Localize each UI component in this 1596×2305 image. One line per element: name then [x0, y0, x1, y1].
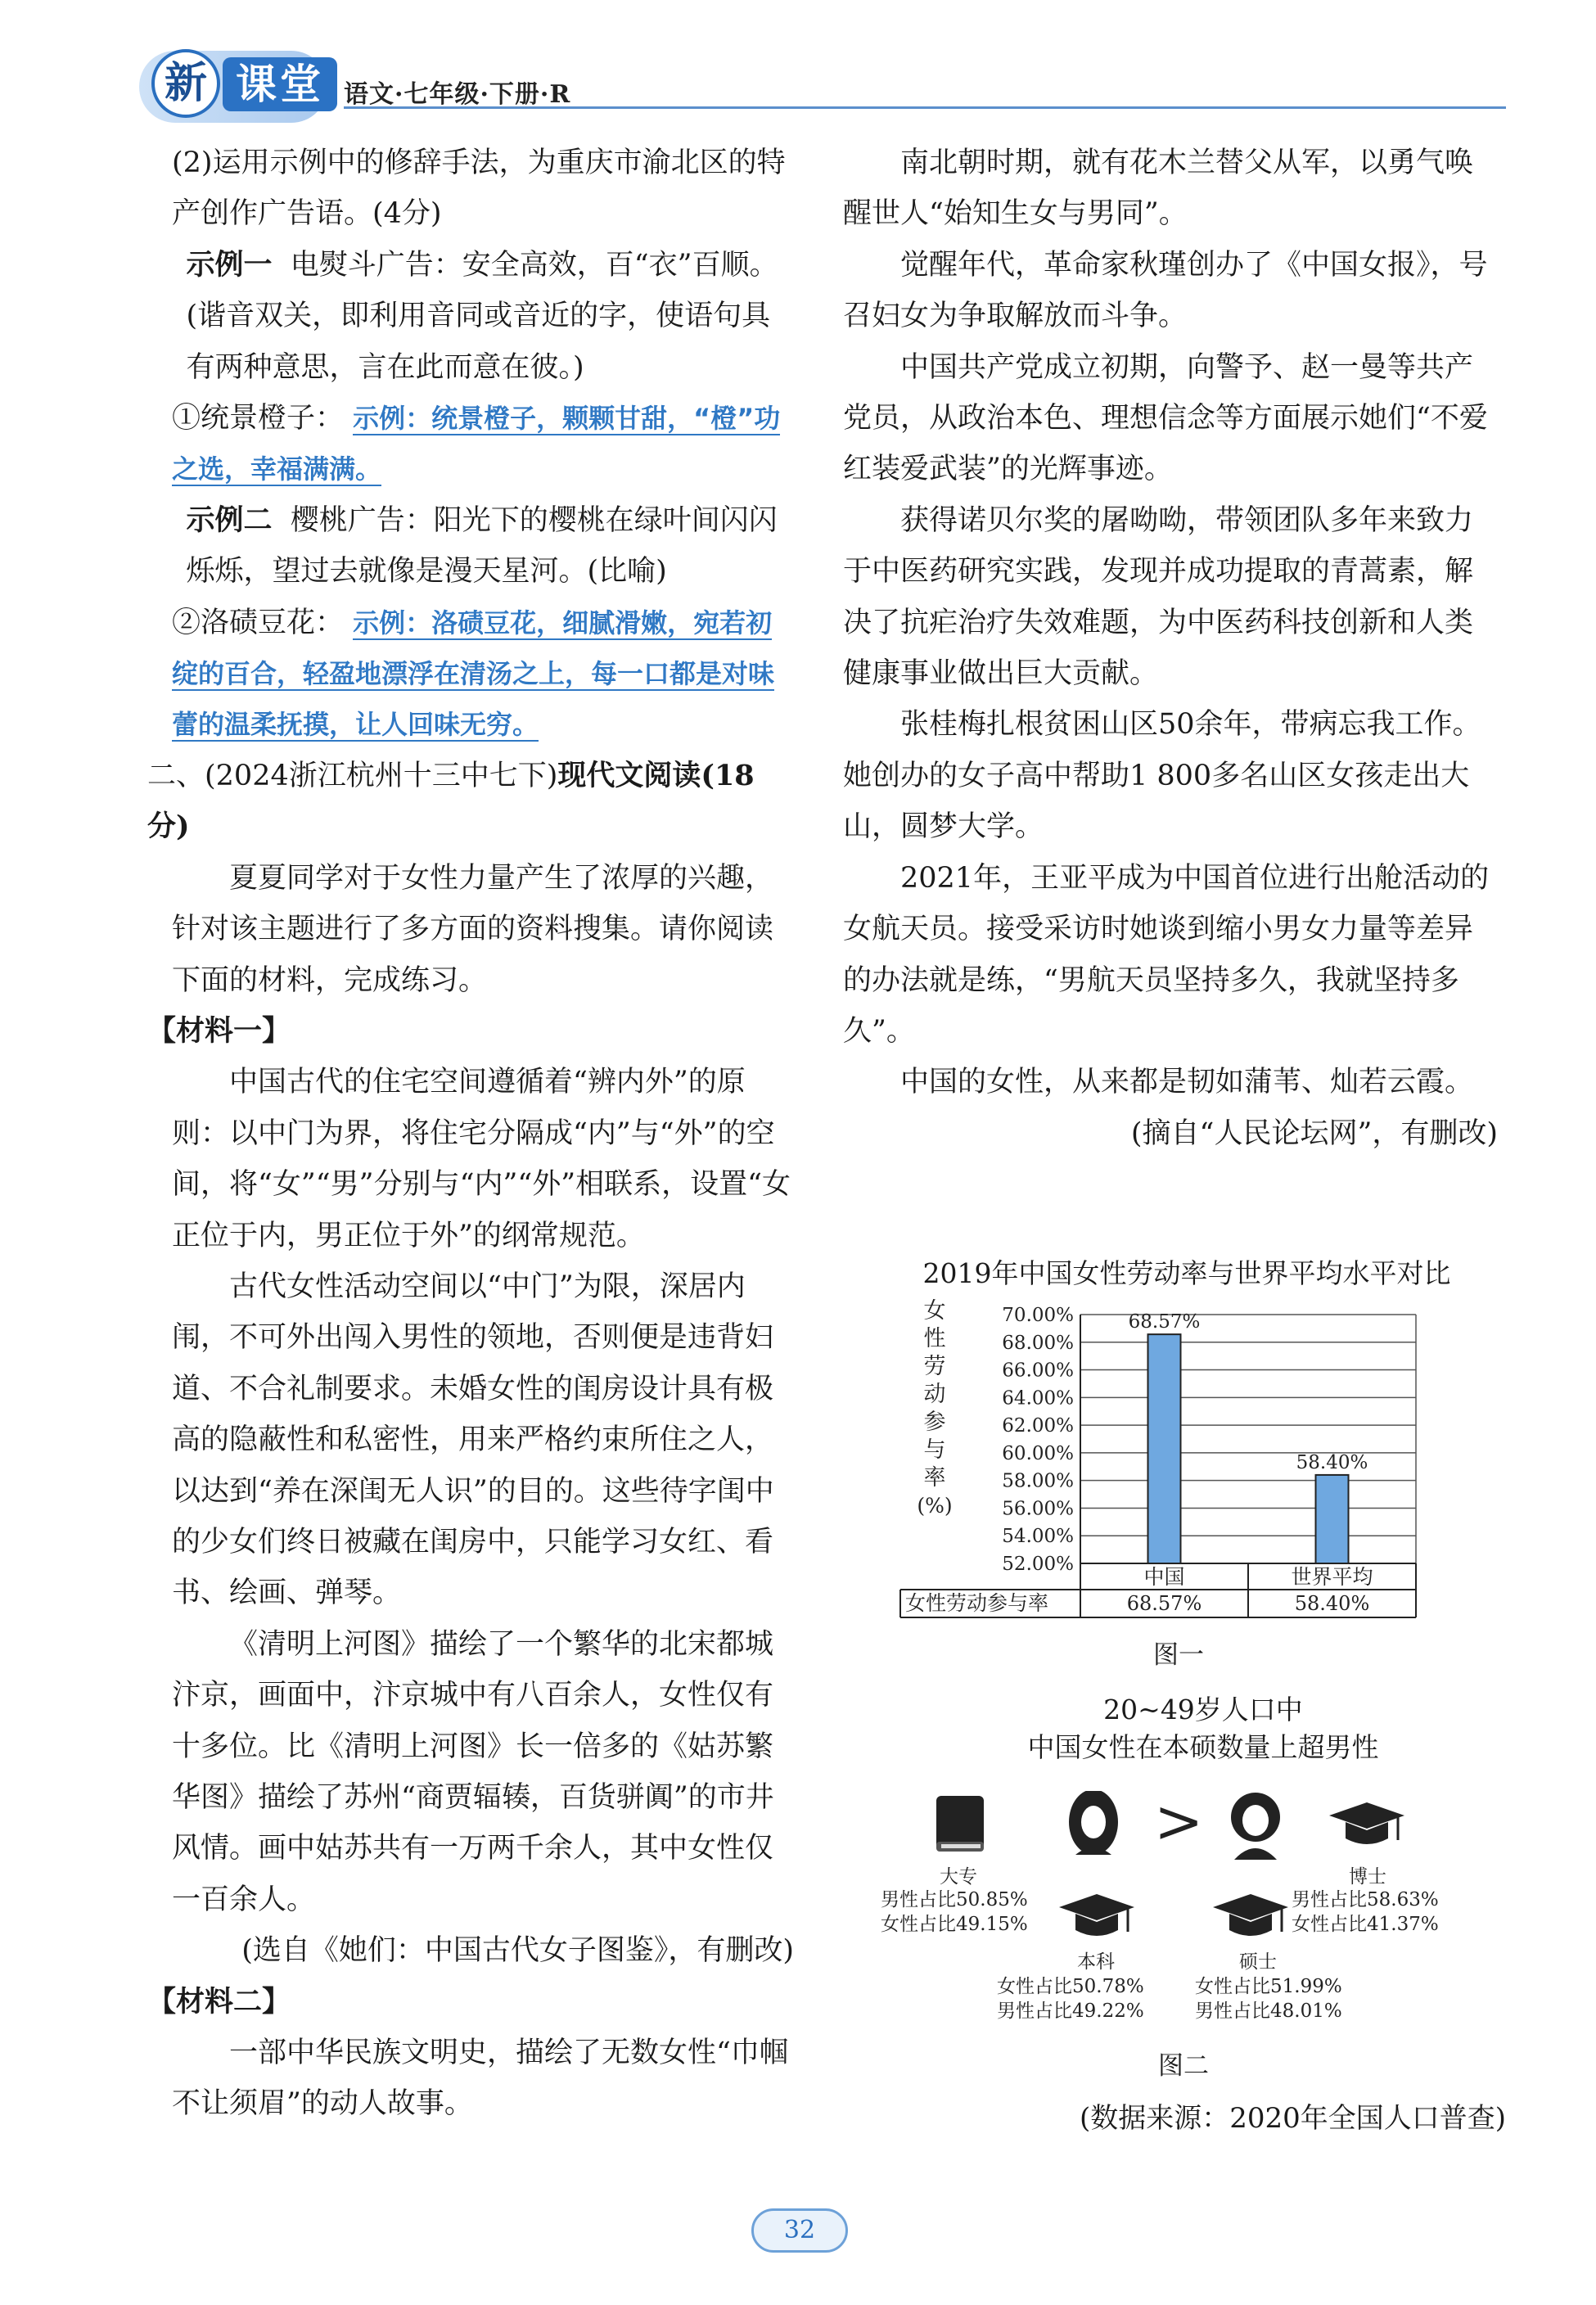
q2-prompt: (2)运用示例中的修辞手法，为重庆市渝北区的特产创作广告语。(4分): [172, 147, 786, 231]
header-subtitle: 语文·七年级·下册·R: [344, 80, 571, 109]
y-axis-label-char: 女: [923, 1298, 946, 1324]
table-value: 68.57%: [1126, 1592, 1202, 1615]
y-tick-label: 66.00%: [1002, 1360, 1074, 1382]
y-axis-label-char: 劳: [923, 1354, 946, 1379]
intro-paragraph: 夏夏同学对于女性力量产生了浓厚的兴趣，针对该主题进行了多方面的资料搜集。请你阅读下面的材料，完成练习。: [172, 861, 774, 997]
material-one-paragraph-1: 中国古代的住宅空间遵循着“辨内外”的原则：以中门为界，将住宅分隔成“内”与“外”的空间，将“女”“男”分别与“内”“外”相联系，设置“女正位于内，男正位于外”的纲常规范。: [172, 1066, 791, 1252]
right-paragraph-5: 张桂梅扎根贫困山区50余年，带病忘我工作。她创办的女子高中帮助1 800多名山区女孩走出大山，圆梦大学。: [843, 708, 1481, 844]
table-row-label: 女性劳动参与率: [905, 1591, 1049, 1615]
benke-label: 本科: [1077, 1951, 1115, 1973]
figure-two-source: (数据来源：2020年全国人口普查): [1079, 2102, 1506, 2135]
header-logo-ketang: 课堂: [223, 57, 337, 111]
y-tick-label: 54.00%: [1002, 1526, 1074, 1548]
right-paragraph-4: 获得诺贝尔奖的屠呦呦，带领团队多年来致力于中医药研究实践，发现并成功提取的青蒿素，解决了抗疟治疗失效难题，为中医药科技创新和人类健康事业做出巨大贡献。: [843, 503, 1474, 691]
shuoshi-female-share: 女性占比51.99%: [1195, 1976, 1342, 1997]
y-tick-label: 70.00%: [1002, 1305, 1074, 1326]
answer-item-1-label: ①统景橙子：: [172, 402, 345, 435]
y-tick-label: 52.00%: [1002, 1554, 1074, 1575]
bar-chart: [892, 1285, 1432, 1629]
example-two-text: 樱桃广告：阳光下的樱桃在绿叶间闪闪烁烁，望过去就像是漫天星河。(比喻): [186, 503, 778, 589]
y-axis-label-unit: (%): [917, 1494, 953, 1518]
right-paragraph-7: 中国的女性，从来都是韧如蒲苇、灿若云霞。: [900, 1066, 1474, 1099]
y-axis-label-char: 性: [923, 1326, 946, 1351]
figure-two-caption: 图二: [1158, 2051, 1209, 2081]
section-two-heading: [147, 751, 794, 853]
y-axis-label-char: 动: [923, 1382, 946, 1407]
bar-value-label: 68.57%: [1128, 1311, 1201, 1333]
section-two-title: 现代文阅读(18分): [147, 758, 755, 844]
example-one-text: 电熨斗广告：安全高效，百“衣”百顺。(谐音双关，即利用音同或音近的字，使语句具有两种意思，言在此而意在彼。): [186, 248, 778, 384]
bar: [1316, 1475, 1349, 1563]
boshi-male-share: 男性占比58.63%: [1292, 1889, 1439, 1910]
dazhuan-female-share: 女性占比49.15%: [881, 1914, 1028, 1935]
y-tick-label: 68.00%: [1002, 1332, 1074, 1354]
bar-value-label: 58.40%: [1296, 1451, 1368, 1473]
table-value: 58.40%: [1294, 1592, 1370, 1615]
shuoshi-label: 硕士: [1239, 1951, 1277, 1973]
header-logo-xin: 新: [151, 49, 220, 118]
boshi-female-share: 女性占比41.37%: [1292, 1914, 1439, 1935]
answer-item-1: [172, 393, 794, 495]
chart-title: 2019年中国女性劳动率与世界平均水平对比: [922, 1257, 1451, 1289]
greater-than-sign: >: [1154, 1787, 1204, 1856]
example-one: [187, 240, 795, 393]
material-two-paragraph-1: 一部中华民族文明史，描绘了无数女性“巾帼不让须眉”的动人故事。: [172, 2037, 788, 2121]
right-paragraph-6: 2021年，王亚平成为中国首位进行出舱活动的女航天员。接受采访时她谈到缩小男女力量等差异的办法就是练，“男航天员坚持多久，我就坚持多久”。: [843, 861, 1490, 1048]
y-axis-label-char: 参: [923, 1410, 946, 1435]
example-one-label: 示例一: [186, 247, 273, 282]
y-axis-label-char: 与: [923, 1437, 946, 1463]
y-tick-label: 60.00%: [1002, 1442, 1074, 1464]
material-one-paragraph-3: 《清明上河图》描绘了一个繁华的北宋都城汴京，画面中，汴京城中有八百余人，女性仅有十多位。比《清明上河图》长一倍多的《姑苏繁华图》描绘了苏州“商贾辐辏，百货骈阗”的市井风情。画中姑苏共有一万两千余人，其中女性仅一百余人。: [172, 1627, 774, 1916]
material-one-title: 【材料一】: [147, 1013, 291, 1048]
y-tick-label: 64.00%: [1002, 1387, 1074, 1410]
benke-male-share: 男性占比49.22%: [997, 2001, 1144, 2022]
dazhuan-label: 大专: [940, 1866, 977, 1888]
graduation-cap-icon: [1211, 1891, 1290, 1946]
material-two-title: 【材料二】: [147, 1984, 291, 2019]
y-tick-label: 56.00%: [1002, 1498, 1074, 1520]
right-source: (摘自“人民论坛网”，有删改): [1130, 1116, 1498, 1150]
right-paragraph-3: 中国共产党成立初期，向警予、赵一曼等共产党员，从政治本色、理想信念等方面展示她们“不爱红装爱武装”的光辉事迹。: [843, 350, 1488, 486]
bar: [1148, 1334, 1181, 1563]
answer-item-2: [172, 598, 794, 751]
female-silhouette-icon: [1067, 1791, 1120, 1860]
graduation-cap-icon: [1057, 1891, 1136, 1946]
figure-one-caption: 图一: [1153, 1640, 1204, 1670]
y-tick-label: 62.00%: [1002, 1415, 1074, 1437]
book-icon: [931, 1793, 990, 1858]
y-tick-label: 58.00%: [1002, 1470, 1074, 1492]
left-column: [147, 138, 794, 2130]
figure-two-title-line-2: 中国女性在本硕数量上超男性: [1027, 1731, 1379, 1763]
section-two-prefix: 二、(2024浙江杭州十三中七下): [147, 759, 558, 792]
dazhuan-male-share: 男性占比50.85%: [881, 1889, 1028, 1910]
material-one-source: (选自《她们：中国古代女子图鉴》，有删改): [241, 1934, 794, 1968]
header-rule: [344, 106, 1506, 109]
page-number: 32: [783, 2216, 816, 2244]
right-column: [843, 138, 1498, 1159]
benke-female-share: 女性占比50.78%: [997, 1976, 1144, 1997]
figure-two-title: [884, 1691, 1522, 1766]
y-axis-label-char: 率: [923, 1465, 946, 1491]
example-two-label: 示例二: [186, 503, 273, 537]
x-category-label: 中国: [1143, 1565, 1185, 1589]
shuoshi-male-share: 男性占比48.01%: [1195, 2001, 1342, 2022]
material-one-paragraph-2: 古代女性活动空间以“中门”为限，深居内闱，不可外出闯入男性的领地，否则便是违背妇道、不合礼制要求。未婚女性的闺房设计具有极高的隐蔽性和私密性，用来严格约束所住之人，以达到“养在深闺无人识”的目的。这些待字闺中的少女们终日被藏在闺房中，只能学习女红、看书、绘画、弹琴。: [172, 1270, 774, 1610]
male-silhouette-icon: [1229, 1791, 1282, 1860]
answer-item-2-answer: 示例：洛碛豆花，细腻滑嫩，宛若初绽的百合，轻盈地漂浮在清汤之上，每一口都是对味蕾的温柔抚摸，让人回味无穷。: [172, 607, 775, 741]
right-paragraph-2: 觉醒年代，革命家秋瑾创办了《中国女报》，号召妇女为争取解放而斗争。: [843, 248, 1488, 333]
answer-item-1-answer: 示例：统景橙子，颗颗甘甜，“橙”功之选，幸福满满。: [172, 403, 781, 485]
graduation-cap-icon: [1328, 1799, 1406, 1855]
figure-two-title-line-1: 20~49岁人口中: [1103, 1694, 1303, 1725]
answer-item-2-label: ②洛碛豆花：: [172, 606, 345, 639]
x-category-label: 世界平均: [1291, 1565, 1373, 1589]
boshi-label: 博士: [1349, 1866, 1386, 1888]
right-paragraph-1: 南北朝时期，就有花木兰替父从军，以勇气唤醒世人“始知生女与男同”。: [843, 147, 1474, 231]
example-two: [187, 495, 795, 598]
